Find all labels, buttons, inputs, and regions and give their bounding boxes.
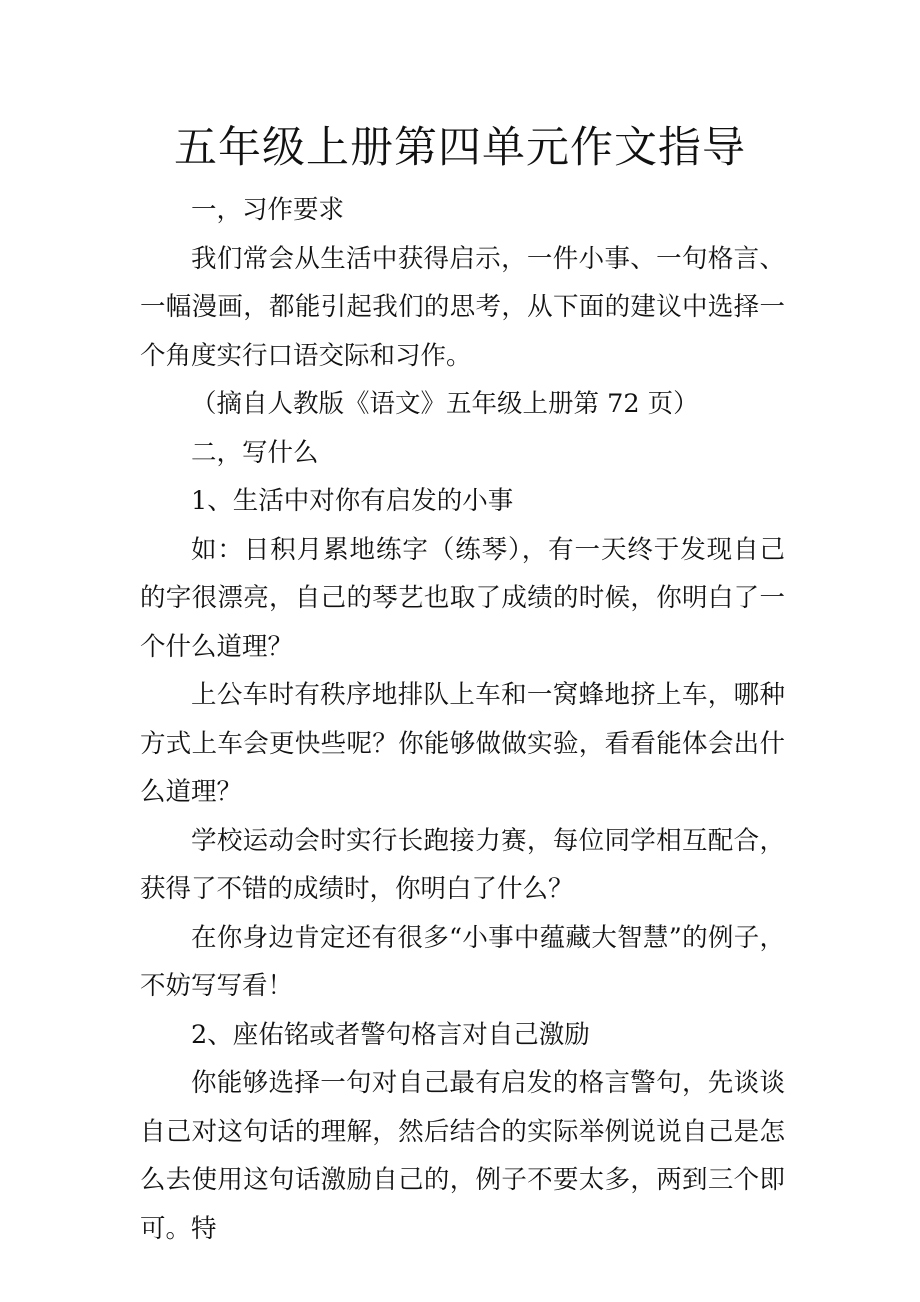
paragraph-source-citation: （摘自人教版《语文》五年级上册第 72 页） (191, 389, 699, 419)
paragraph-example-relay: 学校运动会时实行长跑接力赛，每位同学相互配合，获得了不错的成绩时，你明白了什么？ (140, 825, 785, 904)
document-title: 五年级上册第四单元作文指导 (174, 123, 746, 173)
paragraph-example-practice: 如：日积月累地练字（练琴），有一天终于发现自己的字很漂亮，自己的琴艺也取了成绩的时候，你明白了一个什么道理？ (140, 534, 785, 662)
paragraph-motto-guidance: 你能够选择一句对自己最有启发的格言警句，先谈谈自己对这句话的理解，然后结合的实际举例说说自己是怎么去使用这句话激励自己的，例子不要太多，两到三个即可。特 (140, 1068, 785, 1244)
section-heading-requirements: 一，习作要求 (191, 195, 345, 225)
paragraph-example-bus: 上公车时有秩序地排队上车和一窝蜂地挤上车，哪种方式上车会更快些呢？你能够做做实验，看看能体会出什么道理？ (140, 680, 785, 807)
document-body (140, 186, 785, 1253)
paragraph-requirements: 我们常会从生活中获得启示，一件小事、一句格言、一幅漫画，都能引起我们的思考，从下面的建议中选择一个角度实行口语交际和习作。 (140, 243, 785, 371)
section-heading-what-to-write: 二，写什么 (191, 437, 319, 468)
paragraph-encouragement: 在你身边肯定还有很多“小事中蕴藏大智慧”的例子，不妨写写看！ (140, 922, 785, 1001)
subheading-mottos: 2、座佑铭或者警句格言对自己激励 (191, 1019, 590, 1050)
subheading-inspiring-events: 1、生活中对你有启发的小事 (191, 486, 514, 516)
